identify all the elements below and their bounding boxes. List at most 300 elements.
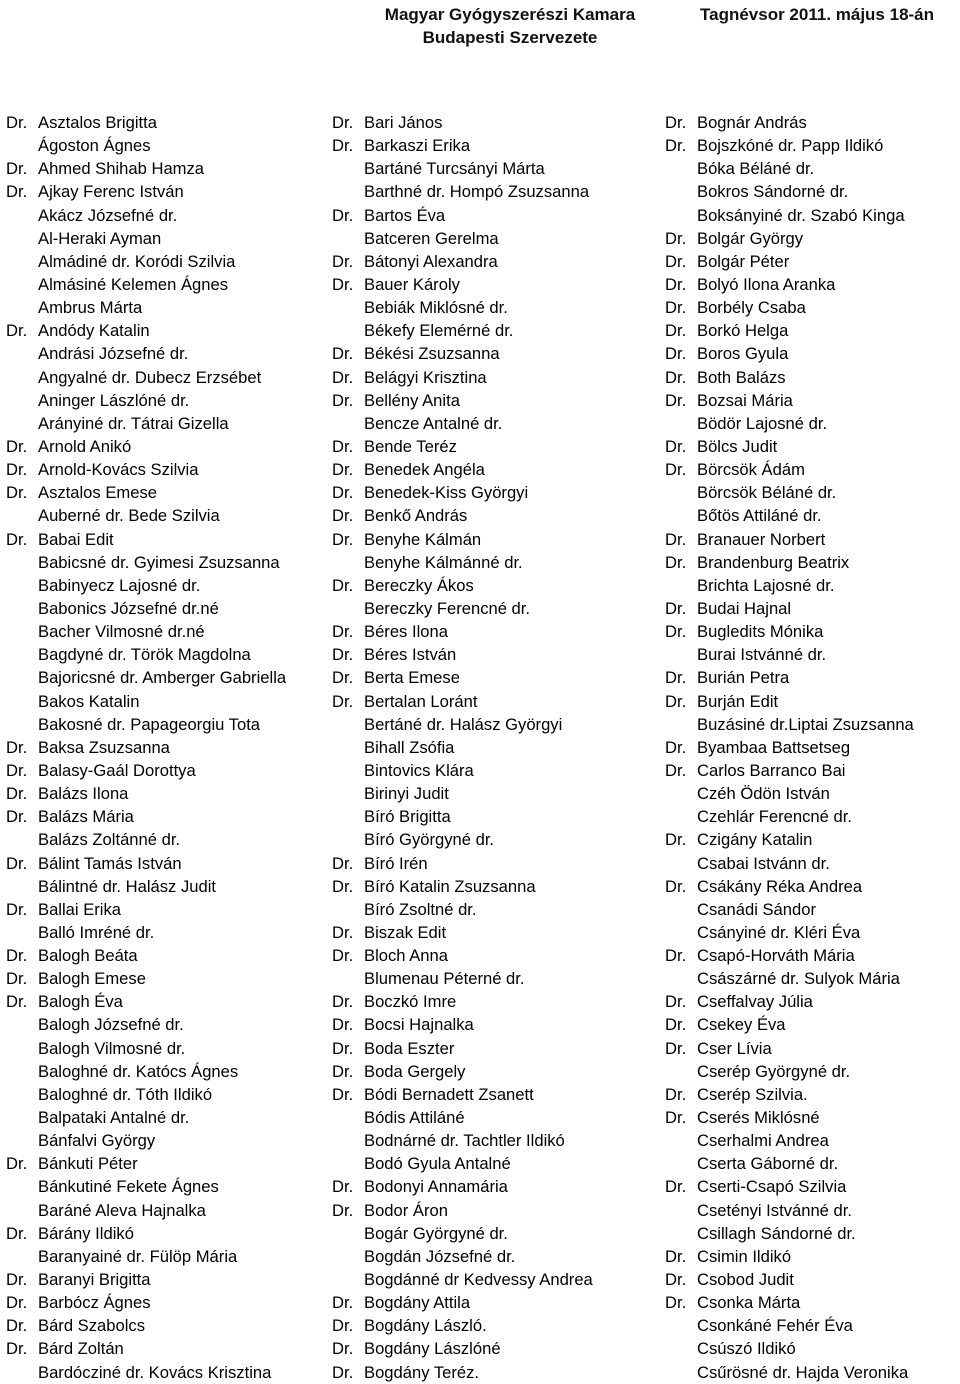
member-title-prefix: [332, 1245, 364, 1268]
member-title-prefix: [6, 875, 38, 898]
member-name: Asztalos Brigitta: [38, 113, 157, 132]
member-name: Csanádi Sándor: [697, 899, 817, 919]
member-name: Biszak Edit: [364, 922, 447, 942]
member-entry: [665, 713, 957, 736]
member-entry: [665, 597, 957, 620]
member-entry: [332, 828, 662, 851]
member-name: Bárd Szabolcs: [38, 1316, 145, 1336]
member-title-prefix: Dr.: [665, 136, 687, 156]
member-title-prefix: Dr.: [665, 1038, 687, 1058]
member-title-prefix: Dr.: [332, 460, 354, 480]
member-name: Baranyi Brigitta: [38, 1270, 151, 1290]
member-name: Bacher Vilmosné dr.né: [38, 622, 205, 642]
member-title-prefix: [6, 1129, 38, 1152]
member-entry: [332, 157, 662, 180]
member-name: Balogh Vilmosné dr.: [38, 1038, 186, 1058]
member-entry: [6, 366, 328, 389]
member-name: Babicsné dr. Gyimesi Zsuzsanna: [38, 552, 280, 572]
member-title-prefix: [665, 1314, 697, 1337]
member-name: Bogdány László.: [364, 1316, 487, 1336]
member-entry: [665, 481, 957, 504]
member-name: Carlos Barranco Bai: [697, 760, 846, 780]
member-title-prefix: [665, 412, 697, 435]
member-name: Bokros Sándorné dr.: [697, 182, 849, 202]
member-entry: [665, 296, 957, 319]
member-title-prefix: [332, 759, 364, 782]
member-entry: [332, 967, 662, 990]
member-entry: [332, 250, 662, 273]
member-entry: [332, 759, 662, 782]
member-name: Almásiné Kelemen Ágnes: [38, 274, 229, 294]
member-entry: [6, 504, 328, 527]
member-entry: [332, 1291, 662, 1314]
member-title-prefix: Dr.: [332, 344, 354, 364]
member-title-prefix: Dr.: [332, 853, 354, 873]
member-entry: [332, 180, 662, 203]
member-title-prefix: [6, 389, 38, 412]
member-name: Belágyi Krisztina: [364, 367, 487, 387]
member-title-prefix: [332, 828, 364, 851]
member-title-prefix: [6, 342, 38, 365]
member-entry: [6, 1106, 328, 1129]
member-entry: [332, 852, 662, 875]
member-name: Ahmed Shihab Hamza: [38, 159, 205, 179]
member-entry: [6, 852, 328, 875]
member-name: Balázs Ilona: [38, 784, 129, 804]
member-name: Blumenau Péterné dr.: [364, 969, 525, 989]
member-name: Baranyainé dr. Fülöp Mária: [38, 1246, 238, 1266]
member-entry: [6, 574, 328, 597]
member-name: Arnold-Kovács Szilvia: [38, 460, 199, 480]
member-title-prefix: [332, 1106, 364, 1129]
member-entry: [665, 852, 957, 875]
member-name: Czéh Ödön István: [697, 784, 830, 804]
member-name: Arnold Anikó: [38, 436, 132, 456]
member-entry: [665, 620, 957, 643]
member-title-prefix: Dr.: [665, 992, 687, 1012]
member-entry: [6, 1175, 328, 1198]
member-entry: [665, 273, 957, 296]
member-entry: [665, 690, 957, 713]
member-entry: [332, 504, 662, 527]
member-name: Andrási Józsefné dr.: [38, 344, 189, 364]
member-name: Bárány Ildikó: [38, 1223, 134, 1243]
member-title-prefix: [6, 921, 38, 944]
member-entry: [332, 1175, 662, 1198]
member-name: Bihall Zsófia: [364, 737, 455, 757]
member-name: Bertalan Loránt: [364, 691, 478, 711]
member-entry: [332, 1037, 662, 1060]
page-header: [0, 0, 960, 50]
member-name: Csűrösné dr. Hajda Veronika: [697, 1362, 909, 1382]
member-title-prefix: [665, 1361, 697, 1384]
member-name: Bocsi Hajnalka: [364, 1015, 474, 1035]
member-column-2: [332, 111, 662, 1384]
member-title-prefix: [332, 157, 364, 180]
member-name: Bodonyi Annamária: [364, 1177, 508, 1197]
member-title-prefix: Dr.: [6, 460, 28, 480]
member-entry: [6, 342, 328, 365]
member-title-prefix: Dr.: [332, 691, 354, 711]
member-title-prefix: Dr.: [332, 390, 354, 410]
member-title-prefix: [6, 1175, 38, 1198]
member-title-prefix: Dr.: [6, 899, 28, 919]
member-title-prefix: [665, 204, 697, 227]
member-name: Bartos Éva: [364, 205, 446, 225]
member-name: Bajoricsné dr. Amberger Gabriella: [38, 668, 287, 688]
member-name: Burián Petra: [697, 668, 790, 688]
member-entry: [665, 1361, 957, 1384]
member-entry: [332, 990, 662, 1013]
member-name: Bauer Károly: [364, 274, 460, 294]
member-entry: [6, 1337, 328, 1360]
member-title-prefix: Dr.: [665, 367, 687, 387]
member-name: Bárd Zoltán: [38, 1339, 124, 1359]
member-name: Bogdány Attila: [364, 1293, 471, 1313]
member-title-prefix: Dr.: [6, 969, 28, 989]
member-entry: [6, 1245, 328, 1268]
member-name: Csonkáné Fehér Éva: [697, 1316, 853, 1336]
member-name: Csimin Ildikó: [697, 1246, 792, 1266]
member-title-prefix: [332, 412, 364, 435]
member-name: Balogh Éva: [38, 992, 123, 1012]
member-name: Bodnárné dr. Tachtler Ildikó: [364, 1131, 565, 1151]
member-title-prefix: Dr.: [665, 460, 687, 480]
member-title-prefix: Dr.: [665, 390, 687, 410]
member-name: Bóka Béláné dr.: [697, 159, 815, 179]
member-title-prefix: Dr.: [6, 946, 28, 966]
member-name: Cseffalvay Júlia: [697, 992, 813, 1012]
member-name: Bolyó Ilona Aranka: [697, 274, 836, 294]
member-name: Cserti-Csapó Szilvia: [697, 1177, 847, 1197]
document-title: Tagnévsor 2011. május 18-án: [700, 5, 935, 24]
member-name: Csapó-Horváth Mária: [697, 946, 855, 966]
member-entry: [6, 1268, 328, 1291]
member-title-prefix: [332, 805, 364, 828]
member-entry: [332, 620, 662, 643]
member-entry: [332, 713, 662, 736]
member-entry: [665, 1175, 957, 1198]
member-entry: [332, 921, 662, 944]
member-title-prefix: Dr.: [665, 228, 687, 248]
member-entry: [6, 528, 328, 551]
member-entry: [665, 944, 957, 967]
member-title-prefix: [332, 180, 364, 203]
member-name: Bagdyné dr. Török Magdolna: [38, 645, 251, 665]
member-entry: [6, 1222, 328, 1245]
member-entry: [6, 481, 328, 504]
member-entry: [6, 713, 328, 736]
member-entry: [665, 1199, 957, 1222]
member-entry: [6, 296, 328, 319]
member-name: Bódi Bernadett Zsanett: [364, 1084, 534, 1104]
member-entry: [6, 435, 328, 458]
member-entry: [665, 1037, 957, 1060]
member-name: Arányiné dr. Tátrai Gizella: [38, 413, 229, 433]
member-name: Both Balázs: [697, 367, 786, 387]
member-entry: [665, 1013, 957, 1036]
member-entry: [665, 1291, 957, 1314]
member-entry: [665, 1152, 957, 1175]
member-name: Bíró Zsoltné dr.: [364, 899, 477, 919]
member-title-prefix: Dr.: [6, 807, 28, 827]
member-title-prefix: [665, 180, 697, 203]
member-name: Benedek Angéla: [364, 460, 485, 480]
member-entry: [6, 250, 328, 273]
member-name: Csillagh Sándorné dr.: [697, 1223, 856, 1243]
member-name: Bogdán Józsefné dr.: [364, 1246, 516, 1266]
member-title-prefix: Dr.: [6, 784, 28, 804]
member-title-prefix: Dr.: [332, 645, 354, 665]
member-entry: [6, 643, 328, 666]
member-entry: [6, 389, 328, 412]
member-title-prefix: Dr.: [6, 113, 28, 132]
member-entry: [665, 1268, 957, 1291]
member-column-3: [665, 111, 957, 1384]
member-title-prefix: Dr.: [332, 1316, 354, 1336]
organization-line-2: Budapesti Szervezete: [422, 28, 598, 47]
member-entry: [332, 736, 662, 759]
member-title-prefix: Dr.: [332, 113, 354, 132]
member-name: Békefy Elemérné dr.: [364, 321, 514, 341]
member-title-prefix: Dr.: [332, 1177, 354, 1197]
member-entry: [332, 1245, 662, 1268]
member-title-prefix: [6, 620, 38, 643]
member-name: Auberné dr. Bede Szilvia: [38, 506, 220, 526]
member-title-prefix: [6, 366, 38, 389]
member-title-prefix: Dr.: [665, 1270, 687, 1290]
member-entry: [6, 782, 328, 805]
member-title-prefix: [6, 1037, 38, 1060]
member-entry: [6, 204, 328, 227]
member-entry: [665, 898, 957, 921]
member-name: Bíró Brigitta: [364, 807, 451, 827]
member-title-prefix: Dr.: [665, 113, 687, 132]
member-title-prefix: Dr.: [332, 1015, 354, 1035]
member-title-prefix: [6, 551, 38, 574]
member-entry: [665, 342, 957, 365]
member-entry: [665, 967, 957, 990]
member-entry: [332, 204, 662, 227]
member-name: Balpataki Antalné dr.: [38, 1108, 190, 1128]
member-title-prefix: [332, 782, 364, 805]
member-name: Benyhe Kálmánné dr.: [364, 552, 523, 572]
member-title-prefix: Dr.: [6, 483, 28, 503]
member-entry: [665, 1337, 957, 1360]
member-title-prefix: [6, 574, 38, 597]
member-entry: [6, 759, 328, 782]
member-title-prefix: Dr.: [332, 1061, 354, 1081]
member-title-prefix: Dr.: [665, 1084, 687, 1104]
member-title-prefix: Dr.: [332, 251, 354, 271]
member-entry: [332, 481, 662, 504]
member-title-prefix: [6, 1060, 38, 1083]
member-title-prefix: Dr.: [665, 321, 687, 341]
member-entry: [332, 782, 662, 805]
member-entry: [332, 1268, 662, 1291]
member-title-prefix: Dr.: [665, 737, 687, 757]
member-entry: [6, 620, 328, 643]
member-title-prefix: [665, 921, 697, 944]
member-title-prefix: [665, 574, 697, 597]
member-title-prefix: Dr.: [665, 1108, 687, 1128]
member-name: Boda Eszter: [364, 1038, 455, 1058]
member-name: Bolgár György: [697, 228, 804, 248]
member-title-prefix: Dr.: [332, 1084, 354, 1104]
member-name: Balázs Mária: [38, 807, 134, 827]
member-entry: [332, 643, 662, 666]
member-entry: [665, 1245, 957, 1268]
member-title-prefix: [665, 1337, 697, 1360]
member-name: Boda Gergely: [364, 1061, 466, 1081]
member-title-prefix: Dr.: [332, 136, 354, 156]
member-entry: [6, 597, 328, 620]
member-title-prefix: Dr.: [665, 760, 687, 780]
member-entry: [332, 805, 662, 828]
member-title-prefix: [6, 504, 38, 527]
member-name: Barbócz Ágnes: [38, 1293, 151, 1313]
member-title-prefix: Dr.: [665, 298, 687, 318]
member-entry: [6, 944, 328, 967]
member-title-prefix: Dr.: [332, 1200, 354, 1220]
member-entry: [6, 1152, 328, 1175]
member-name: Bartáné Turcsányi Márta: [364, 159, 545, 179]
member-column-1: [6, 111, 328, 1384]
member-title-prefix: [665, 1060, 697, 1083]
member-title-prefix: [6, 412, 38, 435]
member-entry: [6, 1013, 328, 1036]
member-name: Bende Teréz: [364, 436, 457, 456]
member-title-prefix: Dr.: [6, 1223, 28, 1243]
member-title-prefix: Dr.: [332, 483, 354, 503]
member-name: Bari János: [364, 113, 443, 132]
member-name: Bőtös Attiláné dr.: [697, 506, 822, 526]
member-entry: [6, 551, 328, 574]
member-title-prefix: Dr.: [332, 922, 354, 942]
member-entry: [332, 458, 662, 481]
member-name: Almádiné dr. Koródi Szilvia: [38, 251, 236, 271]
member-entry: [6, 1060, 328, 1083]
member-title-prefix: Dr.: [332, 436, 354, 456]
member-title-prefix: Dr.: [332, 992, 354, 1012]
member-title-prefix: Dr.: [6, 182, 28, 202]
member-name: Ágoston Ágnes: [38, 136, 151, 156]
member-title-prefix: [332, 1152, 364, 1175]
member-title-prefix: Dr.: [6, 853, 28, 873]
member-title-prefix: [665, 898, 697, 921]
member-name: Bogár Györgyné dr.: [364, 1223, 508, 1243]
member-name: Angyalné dr. Dubecz Erzsébet: [38, 367, 262, 387]
member-name: Bálint Tamás István: [38, 853, 182, 873]
member-name: Babinyecz Lajosné dr.: [38, 575, 201, 595]
member-name: Branauer Norbert: [697, 529, 826, 549]
member-entry: [332, 1013, 662, 1036]
member-title-prefix: Dr.: [332, 876, 354, 896]
member-name: Buzásiné dr.Liptai Zsuzsanna: [697, 714, 914, 734]
member-name: Bintovics Klára: [364, 760, 474, 780]
member-name: Asztalos Emese: [38, 483, 157, 503]
member-name: Barkaszi Erika: [364, 136, 471, 156]
member-name: Cserép Szilvia.: [697, 1084, 808, 1104]
member-name: Csányiné dr. Kléri Éva: [697, 922, 861, 942]
member-name: Akácz Józsefné dr.: [38, 205, 178, 225]
member-name: Csetényi Istvánné dr.: [697, 1200, 852, 1220]
member-name: Bojszkóné dr. Papp Ildikó: [697, 136, 884, 156]
member-title-prefix: [6, 1083, 38, 1106]
member-name: Csabai Istvánn dr.: [697, 853, 830, 873]
member-entry: [6, 690, 328, 713]
member-title-prefix: [6, 296, 38, 319]
member-title-prefix: [6, 1106, 38, 1129]
member-name: Bereczky Ferencné dr.: [364, 598, 531, 618]
member-entry: [665, 458, 957, 481]
member-title-prefix: [665, 1222, 697, 1245]
member-entry: [332, 412, 662, 435]
member-name: Andódy Katalin: [38, 321, 150, 341]
member-entry: [332, 435, 662, 458]
member-title-prefix: Dr.: [332, 1339, 354, 1359]
member-name: Békési Zsuzsanna: [364, 344, 500, 364]
member-name: Bozsai Mária: [697, 390, 793, 410]
member-name: Balogh Józsefné dr.: [38, 1015, 184, 1035]
member-name: Al-Heraki Ayman: [38, 228, 162, 248]
member-entry: [332, 597, 662, 620]
member-entry: [6, 319, 328, 342]
member-entry: [665, 180, 957, 203]
member-name: Berta Emese: [364, 668, 460, 688]
member-entry: [332, 319, 662, 342]
member-name: Bencze Antalné dr.: [364, 413, 503, 433]
member-entry: [665, 551, 957, 574]
member-name: Czigány Katalin: [697, 830, 813, 850]
member-entry: [665, 412, 957, 435]
member-entry: [332, 528, 662, 551]
member-entry: [332, 1337, 662, 1360]
member-entry: [332, 1361, 662, 1384]
member-entry: [665, 1060, 957, 1083]
member-title-prefix: [6, 828, 38, 851]
member-entry: [665, 782, 957, 805]
member-title-prefix: [6, 227, 38, 250]
member-entry: [332, 111, 662, 134]
member-title-prefix: [665, 1199, 697, 1222]
member-name: Borbély Csaba: [697, 298, 806, 318]
member-name: Bogdány Lászlóné: [364, 1339, 501, 1359]
member-name: Csobod Judit: [697, 1270, 794, 1290]
member-name: Császárné dr. Sulyok Mária: [697, 969, 900, 989]
member-title-prefix: Dr.: [332, 205, 354, 225]
member-entry: [332, 1106, 662, 1129]
member-entry: [6, 898, 328, 921]
member-title-prefix: Dr.: [665, 668, 687, 688]
member-title-prefix: [332, 1222, 364, 1245]
member-entry: [665, 435, 957, 458]
member-title-prefix: Dr.: [6, 737, 28, 757]
member-name: Bíró Irén: [364, 853, 428, 873]
member-entry: [665, 828, 957, 851]
member-title-prefix: [6, 134, 38, 157]
member-entry: [6, 921, 328, 944]
member-title-prefix: Dr.: [665, 529, 687, 549]
member-entry: [665, 921, 957, 944]
member-title-prefix: Dr.: [665, 1246, 687, 1266]
member-name: Babonics Józsefné dr.né: [38, 598, 219, 618]
member-entry: [665, 250, 957, 273]
member-name: Boksányiné dr. Szabó Kinga: [697, 205, 905, 225]
member-title-prefix: [665, 481, 697, 504]
member-name: Ballai Erika: [38, 899, 122, 919]
member-title-prefix: [665, 805, 697, 828]
